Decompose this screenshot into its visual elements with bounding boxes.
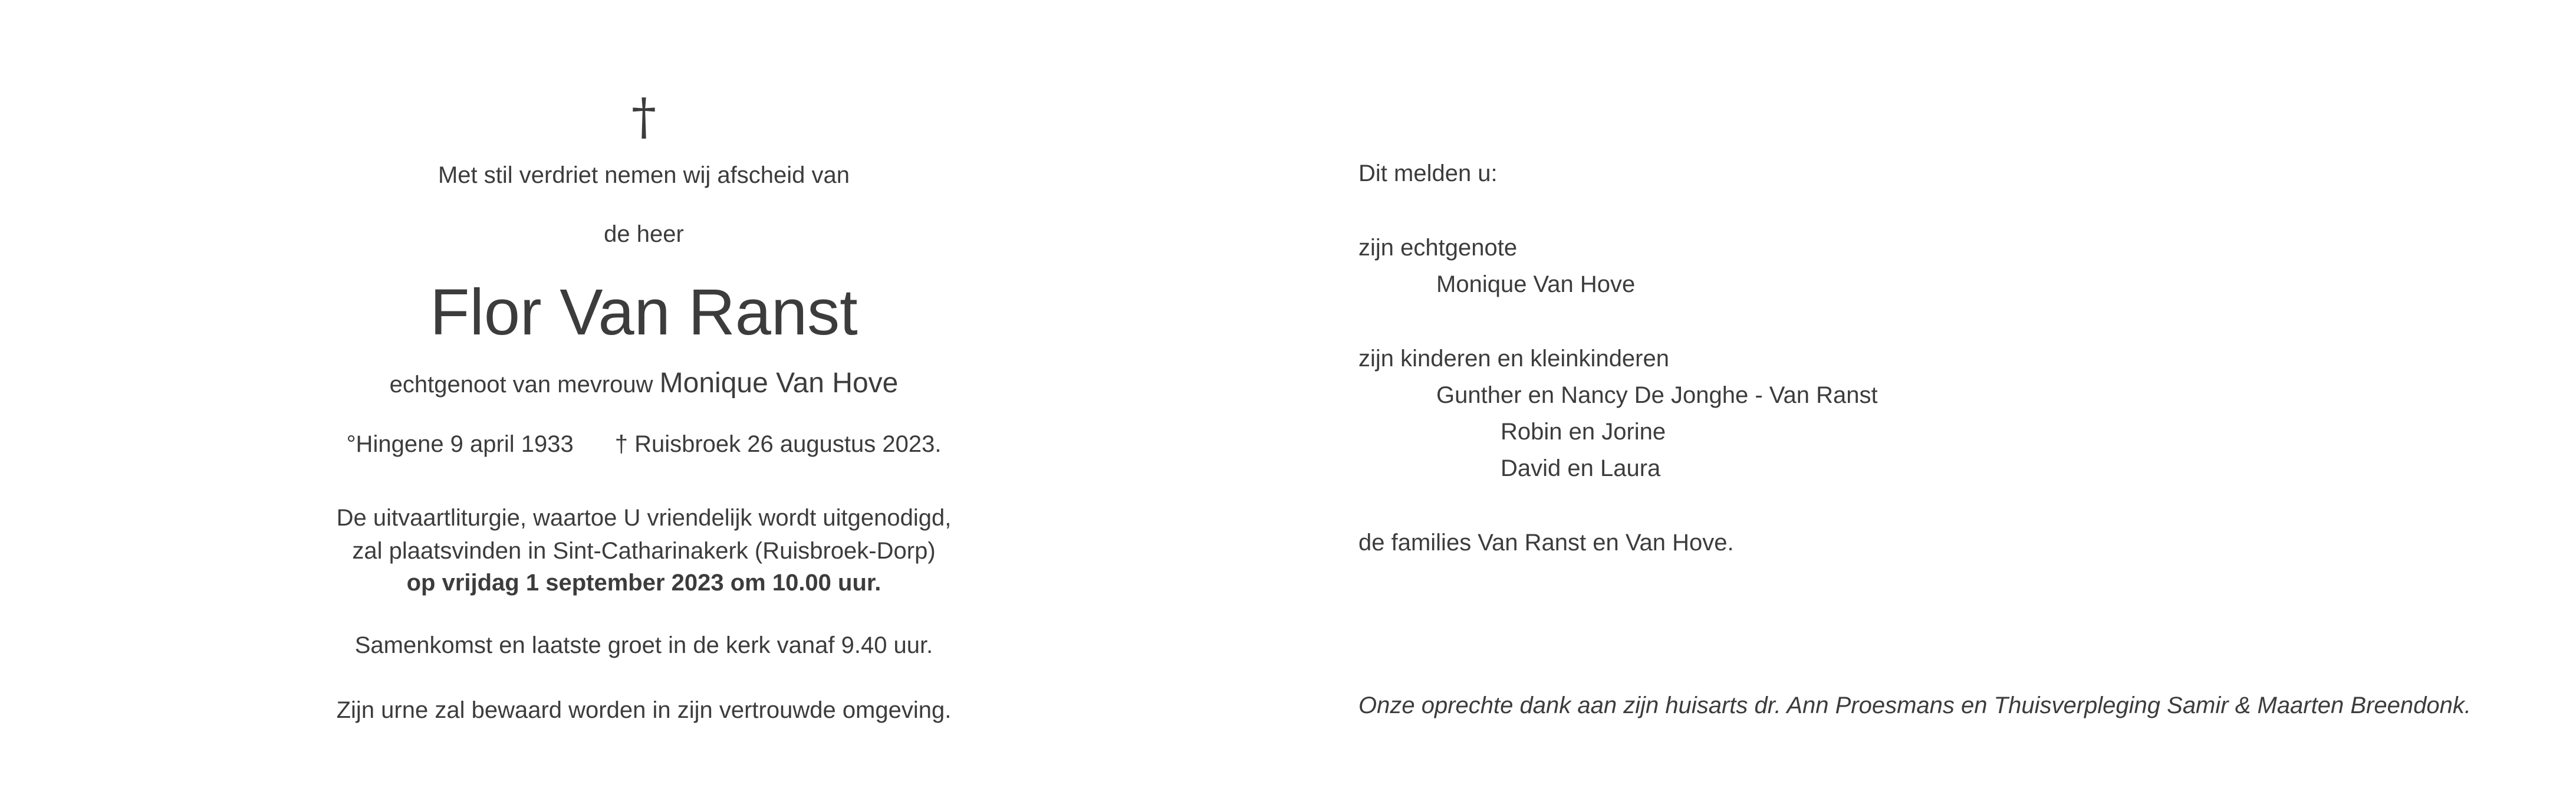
children-heading: zijn kinderen en kleinkinderen — [1358, 346, 1669, 372]
spouse-name: Monique Van Hove — [659, 367, 899, 399]
funeral-invitation: De uitvaartliturgie, waartoe U vriendelijk wordt uitgenodigd, — [336, 505, 952, 531]
gathering-text: Samenkomst en laatste groet in de kerk vanaf 9.40 uur. — [354, 632, 933, 658]
urn-text: Zijn urne zal bewaard worden in zijn vertrouwde omgeving. — [336, 697, 952, 723]
funeral-location: zal plaatsvinden in Sint-Catharinakerk (Ruisbroek-Dorp) — [352, 538, 936, 564]
grandchildren-line: Robin en Jorine — [1501, 419, 1666, 445]
grandchildren-line: David en Laura — [1501, 455, 1661, 481]
thanks-text: Onze oprechte dank aan zijn huisarts dr. Ann Proesmans en Thuisverpleging Samir & Maarten Breendonk. — [1358, 692, 2471, 718]
deceased-name: Flor Van Ranst — [430, 276, 858, 349]
intro-text: Met stil verdriet nemen wij afscheid van — [437, 162, 850, 188]
death-date: † Ruisbroek 26 augustus 2023. — [614, 431, 942, 457]
families-line: de families Van Ranst en Van Hove. — [1358, 530, 1734, 556]
wife-name: Monique Van Hove — [1436, 271, 1636, 297]
honorific-text: de heer — [604, 221, 684, 247]
funeral-datetime: op vrijdag 1 september 2023 om 10.00 uur. — [406, 570, 881, 596]
birth-date: °Hingene 9 april 1933 — [346, 431, 574, 457]
spouse-prefix: echtgenoot van mevrouw — [389, 372, 653, 398]
cross-icon: † — [631, 88, 656, 146]
dates-line — [0, 429, 1288, 459]
child-couple: Gunther en Nancy De Jonghe - Van Ranst — [1436, 382, 1878, 408]
spouse-line — [0, 367, 1288, 401]
wife-heading: zijn echtgenote — [1358, 235, 1518, 261]
announce-heading: Dit melden u: — [1358, 160, 1498, 186]
announcement-right-panel — [1288, 0, 2576, 801]
